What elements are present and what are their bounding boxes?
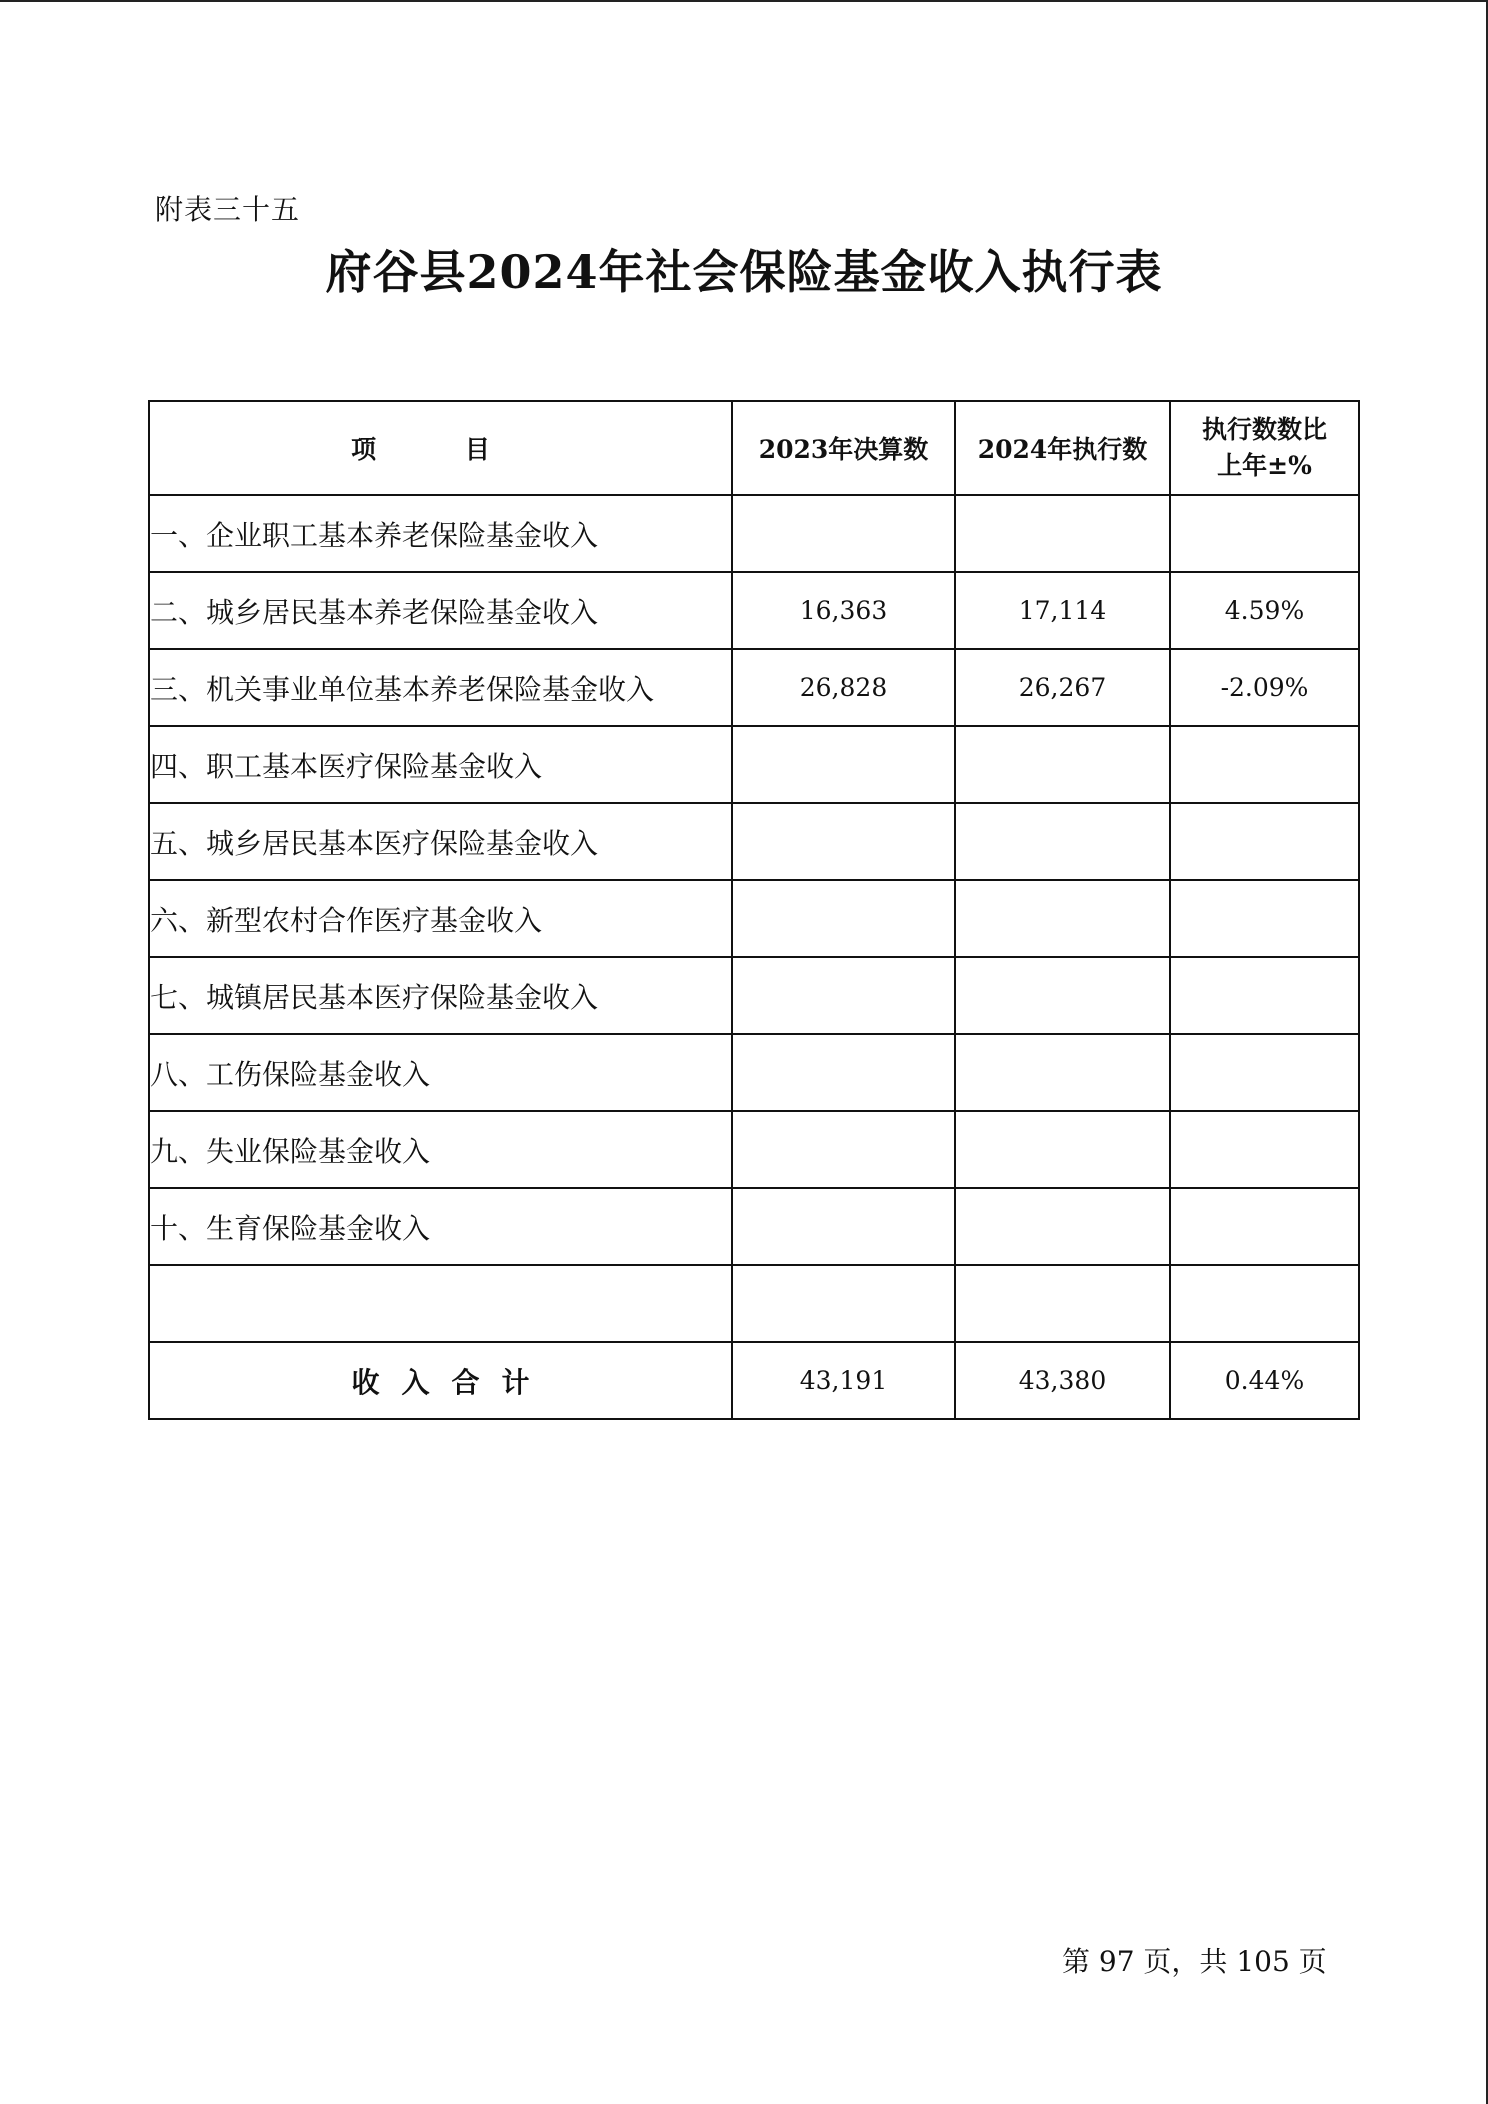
document-title: 府谷县2024年社会保险基金收入执行表 xyxy=(325,245,1163,299)
attachment-label: 附表三十五 xyxy=(155,193,301,226)
row-item-name: 收入合计 xyxy=(149,1342,732,1419)
row-item-name: 五、城乡居民基本医疗保险基金收入 xyxy=(149,803,732,880)
row-item-name: 六、新型农村合作医疗基金收入 xyxy=(149,880,732,957)
table-row xyxy=(149,649,1359,726)
page-border-top xyxy=(0,0,1488,2)
header-2024-execution: 2024年执行数 xyxy=(955,401,1170,495)
row-value-2024 xyxy=(955,1188,1170,1265)
row-value-2023 xyxy=(732,880,955,957)
header-change-line2: 上年±% xyxy=(1217,451,1312,480)
row-item-name: 十、生育保险基金收入 xyxy=(149,1188,732,1265)
row-change-percent xyxy=(1170,1111,1359,1188)
header-2023-final: 2023年决算数 xyxy=(732,401,955,495)
row-value-2023: 43,191 xyxy=(732,1342,955,1419)
table-row xyxy=(149,1265,1359,1342)
header-change-percent xyxy=(1170,401,1359,495)
row-value-2024 xyxy=(955,880,1170,957)
row-change-percent xyxy=(1170,1265,1359,1342)
row-value-2023: 16,363 xyxy=(732,572,955,649)
row-change-percent xyxy=(1170,726,1359,803)
row-value-2023 xyxy=(732,1265,955,1342)
table-row xyxy=(149,572,1359,649)
row-value-2023 xyxy=(732,957,955,1034)
fund-income-table xyxy=(148,400,1360,1420)
row-value-2024 xyxy=(955,1034,1170,1111)
row-item-name: 二、城乡居民基本养老保险基金收入 xyxy=(149,572,732,649)
row-value-2023 xyxy=(732,1111,955,1188)
table-total-row xyxy=(149,1342,1359,1419)
table-row xyxy=(149,1188,1359,1265)
row-item-name: 九、失业保险基金收入 xyxy=(149,1111,732,1188)
row-value-2023: 26,828 xyxy=(732,649,955,726)
table-header-row xyxy=(149,401,1359,495)
row-value-2023 xyxy=(732,1188,955,1265)
row-value-2024: 17,114 xyxy=(955,572,1170,649)
row-value-2024 xyxy=(955,726,1170,803)
row-item-name: 八、工伤保险基金收入 xyxy=(149,1034,732,1111)
header-item: 项 目 xyxy=(149,401,732,495)
row-change-percent xyxy=(1170,803,1359,880)
row-change-percent: 0.44% xyxy=(1170,1342,1359,1419)
row-change-percent xyxy=(1170,495,1359,572)
row-value-2023 xyxy=(732,495,955,572)
row-value-2024 xyxy=(955,1265,1170,1342)
table-row xyxy=(149,880,1359,957)
table-row xyxy=(149,1034,1359,1111)
row-item-name xyxy=(149,1265,732,1342)
table-row xyxy=(149,726,1359,803)
row-item-name: 四、职工基本医疗保险基金收入 xyxy=(149,726,732,803)
row-change-percent: 4.59% xyxy=(1170,572,1359,649)
row-value-2023 xyxy=(732,803,955,880)
table-row xyxy=(149,495,1359,572)
row-item-name: 一、企业职工基本养老保险基金收入 xyxy=(149,495,732,572)
row-value-2024: 43,380 xyxy=(955,1342,1170,1419)
row-change-percent xyxy=(1170,957,1359,1034)
row-value-2023 xyxy=(732,726,955,803)
table-body xyxy=(149,495,1359,1419)
row-item-name: 七、城镇居民基本医疗保险基金收入 xyxy=(149,957,732,1034)
row-value-2024 xyxy=(955,803,1170,880)
row-value-2024: 26,267 xyxy=(955,649,1170,726)
row-change-percent: -2.09% xyxy=(1170,649,1359,726)
row-value-2024 xyxy=(955,495,1170,572)
row-value-2023 xyxy=(732,1034,955,1111)
table-row xyxy=(149,957,1359,1034)
row-item-name: 三、机关事业单位基本养老保险基金收入 xyxy=(149,649,732,726)
row-change-percent xyxy=(1170,1034,1359,1111)
row-change-percent xyxy=(1170,880,1359,957)
row-value-2024 xyxy=(955,1111,1170,1188)
header-change-line1: 执行数数比 xyxy=(1201,415,1327,444)
row-value-2024 xyxy=(955,957,1170,1034)
table-row xyxy=(149,1111,1359,1188)
row-change-percent xyxy=(1170,1188,1359,1265)
page-number: 第 97 页，共 105 页 xyxy=(1062,1945,1327,1978)
table-row xyxy=(149,803,1359,880)
